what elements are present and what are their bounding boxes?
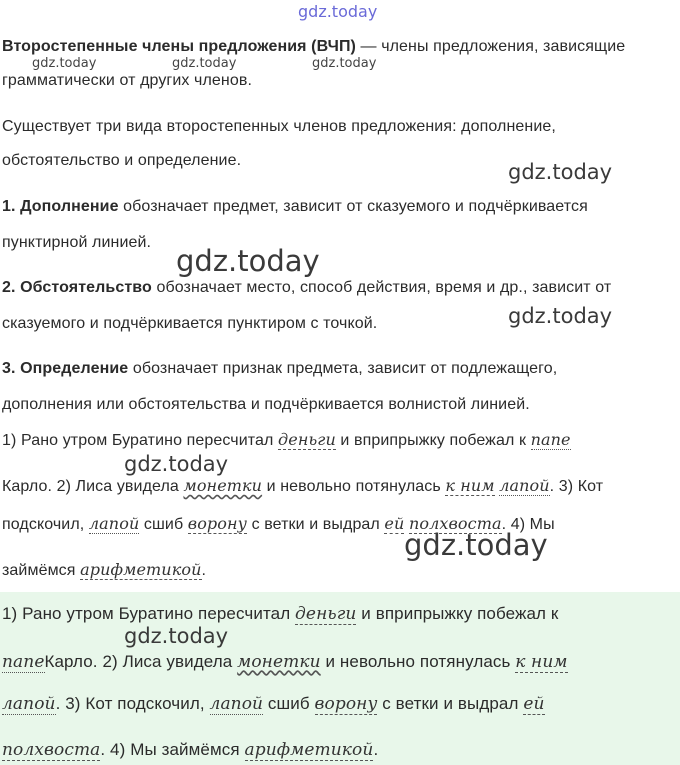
handwritten-word: ворону <box>187 514 248 533</box>
types-line-2: обстоятельство и определение. <box>2 152 242 169</box>
watermark: gdz.today <box>172 56 237 71</box>
def-opredelenie-line-1: 3. Определение обозначает признак предмета, зависит от подлежащего, <box>2 360 558 377</box>
handwritten-word: деньги <box>278 430 336 449</box>
answer-line-2: папеКарло. 2) Лиса увидела монетки и невольно потянулась к ним <box>2 652 568 672</box>
intro-line-1: Второстепенные члены предложения (ВЧП) — члены предложения, зависящие <box>2 38 626 55</box>
watermark: gdz.today <box>404 528 548 562</box>
watermark: gdz.today <box>312 56 377 71</box>
handwritten-word: лапой <box>2 694 56 714</box>
def-opredelenie-head: 3. Определение <box>2 360 129 377</box>
def-obstoyatelstvo-head: 2. Обстоятельство <box>2 279 152 296</box>
handwritten-word: папе <box>530 430 571 449</box>
handwritten-word: арифметикой <box>80 560 202 579</box>
handwritten-word: полхвоста <box>408 514 502 533</box>
handwritten-word: лапой <box>209 694 264 714</box>
types-line-1: Существует три вида второстепенных членов предложения: дополнение, <box>2 118 556 135</box>
handwritten-word: арифметикой <box>244 740 374 760</box>
handwritten-word: деньги <box>295 604 357 624</box>
intro-term: Второстепенные члены предложения (ВЧП) <box>2 38 356 55</box>
watermark: gdz.today <box>508 304 613 328</box>
watermark: gdz.today <box>124 624 229 648</box>
answer-line-3: лапой. 3) Кот подскочил, лапой сшиб ворону с ветки и выдрал ей <box>2 694 545 714</box>
def-dopolnenie-line-1: 1. Дополнение обозначает предмет, зависит от сказуемого и подчёркивается <box>2 198 588 215</box>
handwritten-word: монетки <box>183 476 263 495</box>
handwritten-word: ей <box>523 694 545 714</box>
watermark: gdz.today <box>124 452 229 476</box>
example-line-4: займёмся арифметикой. <box>2 560 207 579</box>
example-line-2: Карло. 2) Лиса увидела монетки и невольно потянулась к ним лапой. 3) Кот <box>2 476 604 495</box>
handwritten-word: монетки <box>237 652 321 672</box>
def-obstoyatelstvo-line-1: 2. Обстоятельство обозначает место, способ действия, время и др., зависит от <box>2 279 612 296</box>
watermark: gdz.today <box>176 244 320 278</box>
watermark: gdz.today <box>508 160 613 184</box>
example-line-1: 1) Рано утром Буратино пересчитал деньги и вприпрыжку побежал к папе <box>2 430 571 449</box>
example-line-3: подскочил, лапой сшиб ворону с ветки и выдрал ей полхвоста. 4) Мы <box>2 514 555 533</box>
watermark: gdz.today <box>32 56 97 71</box>
def-opredelenie-line-2: дополнения или обстоятельства и подчёркивается волнистой линией. <box>2 396 530 413</box>
handwritten-word: полхвоста <box>2 740 101 760</box>
handwritten-word: папе <box>2 652 45 672</box>
handwritten-word: лапой <box>499 476 550 495</box>
handwritten-word: ворону <box>314 694 378 714</box>
handwritten-word: к ним <box>445 476 495 495</box>
intro-line-2: грамматически от других членов. <box>2 72 253 89</box>
handwritten-word: ей <box>384 514 405 533</box>
answer-line-4: полхвоста. 4) Мы займёмся арифметикой. <box>2 740 379 760</box>
def-obstoyatelstvo-line-2: сказуемого и подчёркивается пунктиром с точкой. <box>2 315 378 332</box>
watermark: gdz.today <box>298 2 378 21</box>
def-dopolnenie-line-2: пунктирной линией. <box>2 234 152 251</box>
def-dopolnenie-head: 1. Дополнение <box>2 198 119 215</box>
handwritten-word: лапой <box>88 514 140 533</box>
answer-line-1: 1) Рано утром Буратино пересчитал деньги и вприпрыжку побежал к <box>2 604 559 624</box>
handwritten-word: к ним <box>515 652 568 672</box>
